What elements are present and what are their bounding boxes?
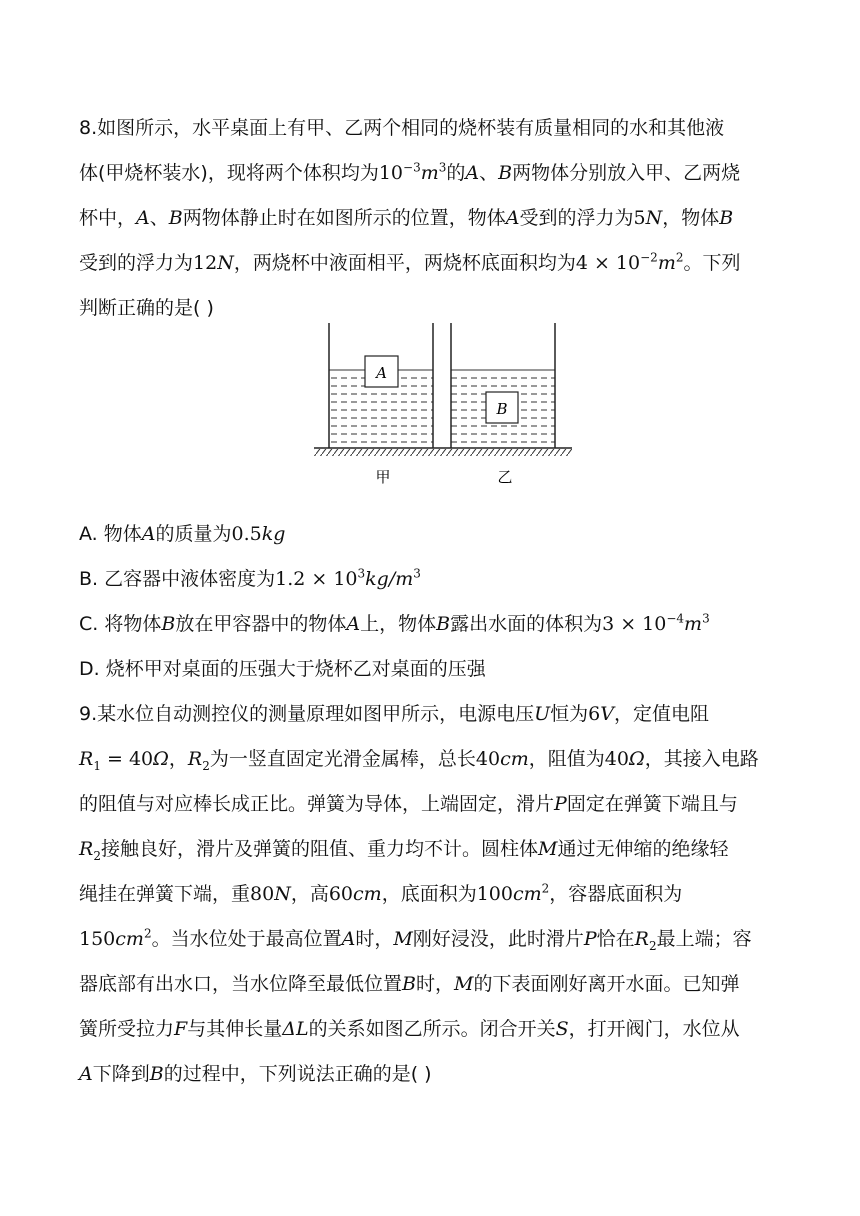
q9-line-3: 的阻值与对应棒长成正比。弹簧为导体，上端固定，滑片P固定在弹簧下端且与 — [79, 793, 738, 815]
caption-left: 甲 — [375, 468, 391, 486]
q9-line-4: $R_2$接触良好，滑片及弹簧的阻值、重力均不计。圆柱体M通过无伸缩的绝缘轻 — [79, 838, 729, 863]
q9-line-1: 9.某水位自动测控仪的测量原理如图甲所示，电源电压U恒为6V，定值电阻 — [79, 703, 710, 725]
option-d: D. 烧杯甲对桌面的压强大于烧杯乙对桌面的压强 — [79, 658, 486, 680]
caption-right: 乙 — [497, 468, 513, 486]
q8-line-1: 8.如图所示，水平桌面上有甲、乙两个相同的烧杯装有质量相同的水和其他液 — [79, 117, 725, 139]
block-b-label: B — [496, 400, 508, 418]
q9-line-9: A下降到B的过程中，下列说法正确的是( ) — [79, 1063, 432, 1085]
q8-line-2: 体(甲烧杯装水)，现将两个体积均为$10^{-3}m^3$的A、B两物体分别放入甲、乙两烧 — [79, 160, 741, 184]
table-hatching — [314, 449, 572, 456]
option-c: C. 将物体B放在甲容器中的物体A上，物体B露出水面的体积为$3 \times 10^{-4}m^3$ — [79, 611, 710, 635]
q9-line-6: $150cm^2$。当水位处于最高位置A时，M刚好浸没，此时滑片P恰在$R_2$最上端；容 — [79, 926, 752, 953]
beakers-figure — [310, 318, 575, 490]
q9-line-5: 绳挂在弹簧下端，重80N，高60cm，底面积为$100cm^2$，容器底面积为 — [79, 881, 683, 905]
option-b: B. 乙容器中液体密度为$1.2 \times 10^3kg/m^3$ — [79, 566, 421, 590]
q9-line-8: 簧所受拉力F与其伸长量ΔL的关系如图乙所示。闭合开关S，打开阀门，水位从 — [79, 1018, 740, 1040]
option-a: A. 物体A的质量为0.5kg — [79, 523, 286, 545]
q9-line-7: 器底部有出水口，当水位降至最低位置B时，M的下表面刚好离开水面。已知弹 — [79, 973, 740, 995]
q8-line-4: 受到的浮力为12N，两烧杯中液面相平，两烧杯底面积均为$4 \times 10^{-2}m^2$。下列 — [79, 250, 741, 274]
q8-line-5: 判断正确的是( ) — [79, 297, 214, 319]
q8-line-3: 杯中，A、B两物体静止时在如图所示的位置，物体A受到的浮力为5N，物体B — [79, 207, 734, 229]
q9-line-2: $R_1 = 40\Omega$，$R_2$为一竖直固定光滑金属棒，总长40cm，阻值为40Ω，其接入电路 — [79, 748, 759, 773]
block-a-label: A — [376, 364, 387, 382]
